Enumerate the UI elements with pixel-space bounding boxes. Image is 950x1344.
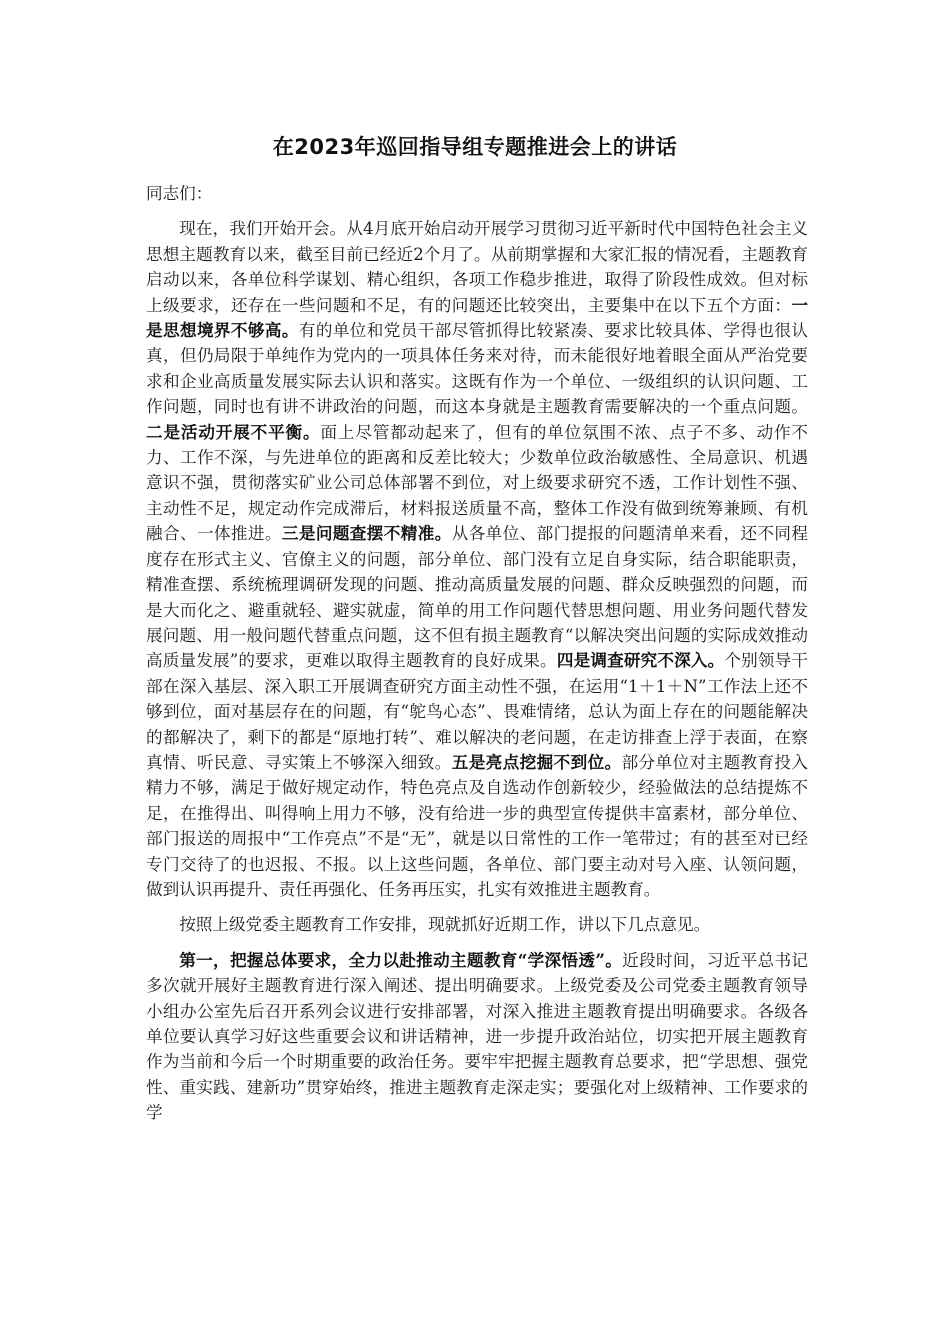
document-title: 在2023年巡回指导组专题推进会上的讲话 xyxy=(272,135,678,159)
document-body xyxy=(146,181,808,1126)
paragraph-text: 现在，我们开始开会。从4月底开始启动开展学习贯彻习近平新时代中国特色社会主义思想主题教育以来，截至目前已经近2个月了。从前期掌握和大家汇报的情况看，主题教育启动以来，各单位科学谋划、精心组织，各项工作稳步推进，取得了阶段性成效。但对标上级要求，还存在一些问题和不足，有的问题还比较突出，主要集中在以下五个方面： xyxy=(146,219,808,315)
paragraph-text: 个别领导干部在深入基层、深入职工开展调查研究方面主动性不强，在运用“1＋1＋N”工作法上还不够到位，面对基层存在的问题，有“鸵鸟心态”、畏难情绪，总认为面上存在的问题能解决的都解决了，剩下的都是“原地打转”、难以解决的老问题，在走访排查上浮于表面，在察真情、听民意、寻实策上不够深入细致。 xyxy=(146,651,809,772)
problem-heading-5: 五是亮点挖掘不到位。 xyxy=(451,751,622,772)
paragraph-point-one xyxy=(146,948,808,1126)
problem-heading-4: 四是调查研究不深入。 xyxy=(556,650,725,671)
paragraph-text: 近段时间，习近平总书记多次就开展好主题教育进行深入阐述、提出明确要求。上级党委及公司党委主题教育领导小组办公室先后召开系列会议进行安排部署，对深入推进主题教育提出明确要求。各级各单位要认真学习好这些重要会议和讲话精神，进一步提升政治站位，切实把开展主题教育作为当前和今后一个时期重要的政治任务。要牢牢把握主题教育总要求，把“学思想、强党性、重实践、建新功”贯穿始终，推进主题教育走深走实；要强化对上级精神、工作要求的学 xyxy=(146,950,809,1123)
point-one-heading: 第一，把握总体要求，全力以赴推动主题教育“学深悟透”。 xyxy=(179,949,623,970)
problem-heading-2: 二是活动开展不平衡。 xyxy=(146,421,321,442)
paragraph-text: 从各单位、部门提报的问题清单来看，还不同程度存在形式主义、官僚主义的问题，部分单位、部门没有立足自身实际，结合职能职责，精准查摆、系统梳理调研发现的问题、推动高质量发展的问题、群众反映强烈的问题，而是大而化之、避重就轻、避实就虚，简单的用工作问题代替思想问题、用业务问题代替发展问题、用一般问题代替重点问题，这不但有损主题教育“以解决突出问题的实际成效推动高质量发展”的要求，更难以取得主题教育的良好成果。 xyxy=(146,524,808,671)
paragraph-text: 有的单位和党员干部尽管抓得比较紧凑、要求比较具体、学得也很认真，但仍局限于单纯作为党内的一项具体任务来对待，而未能很好地着眼全面从严治党要求和企业高质量发展实际去认识和落实。这既有作为一个单位、一级组织的认识问题、工作问题，同时也有讲不讲政治的问题，而这本身就是主题教育需要解决的一个重点问题。 xyxy=(146,321,808,417)
paragraph-text: 面上尽管都动起来了，但有的单位氛围不浓、点子不多、动作不力、工作不深，与先进单位的距离和反差比较大；少数单位政治敏感性、全局意识、机遇意识不强，贯彻落实矿业公司总体部署不到位，对上级要求研究不透，工作计划性不强、主动性不足，规定动作完成滞后，材料报送质量不高，整体工作没有做到统筹兼顾、有机融合、一体推进。 xyxy=(146,422,809,544)
problem-heading-3: 三是问题查摆不精准。 xyxy=(281,523,452,544)
paragraph-problems xyxy=(146,216,808,902)
problem-heading-1: 一是思想境界不够高。 xyxy=(146,294,808,341)
salutation: 同志们： xyxy=(146,184,213,203)
paragraph-transition: 按照上级党委主题教育工作安排，现就抓好近期工作，讲以下几点意见。 xyxy=(179,915,711,935)
paragraph-text: 部分单位对主题教育投入精力不够，满足于做好规定动作，特色亮点及自选动作创新较少，经验做法的总结提炼不足，在推得出、叫得响上用力不够，没有给进一步的典型宣传提供丰富素材，部分单位、部门报送的周报中“工作亮点”不是“无”，就是以日常性的工作一笔带过；有的甚至对已经专门交待了的也迟报、不报。以上这些问题，各单位、部门要主动对号入座、认领问题，做到认识再提升、责任再强化、任务再压实，扎实有效推进主题教育。 xyxy=(146,752,808,899)
